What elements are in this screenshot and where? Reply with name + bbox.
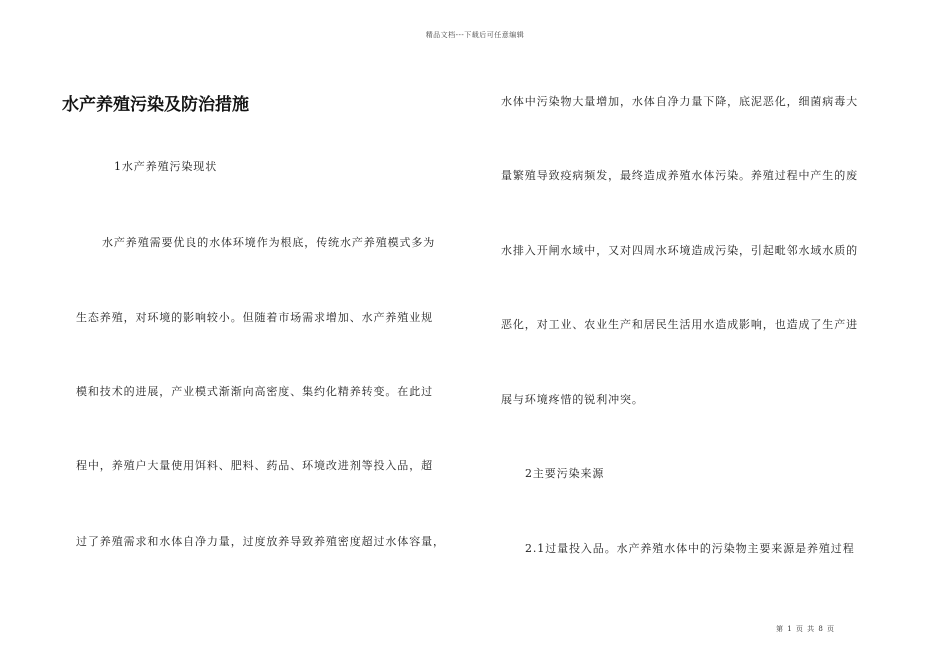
paragraph-line: 模和技术的进展，产业模式渐渐向高密度、集约化精养转变。在此过	[76, 385, 433, 398]
section-heading-1: 1水产养殖污染现状	[114, 160, 218, 173]
paragraph-line: 恶化，对工业、农业生产和居民生活用水造成影响，也造成了生产进	[501, 318, 858, 331]
paragraph-line: 水产养殖需要优良的水体环境作为根底，传统水产养殖模式多为	[102, 236, 436, 249]
paragraph-line: 水排入开闸水域中，又对四周水环境造成污染，引起毗邻水域水质的	[501, 244, 858, 257]
paragraph-line: 展与环境疼惜的锐利冲突。	[501, 393, 644, 406]
page-header: 精品文档---下载后可任意编辑	[425, 31, 525, 39]
section-heading-2-1: 2.1过量投入品。水产养殖水体中的污染物主要来源是养殖过程	[525, 542, 855, 555]
paragraph-line: 程中，养殖户大量使用饵料、肥料、药品、环境改进剂等投入品，超	[76, 459, 433, 472]
paragraph-line: 量繁殖导致疫病频发，最终造成养殖水体污染。养殖过程中产生的废	[501, 169, 858, 182]
page-number: 第 1 页 共 8 页	[776, 625, 836, 633]
section-heading-2: 2主要污染来源	[525, 467, 605, 480]
paragraph-line: 过了养殖需求和水体自净力量，过度放养导致养殖密度超过水体容量，	[76, 535, 445, 548]
paragraph-line: 水体中污染物大量增加，水体自净力量下降，底泥恶化，细菌病毒大	[501, 95, 858, 108]
document-title: 水产养殖污染及防治措施	[62, 95, 249, 115]
paragraph-line: 生态养殖，对环境的影响较小。但随着市场需求增加、水产养殖业规	[76, 311, 433, 324]
